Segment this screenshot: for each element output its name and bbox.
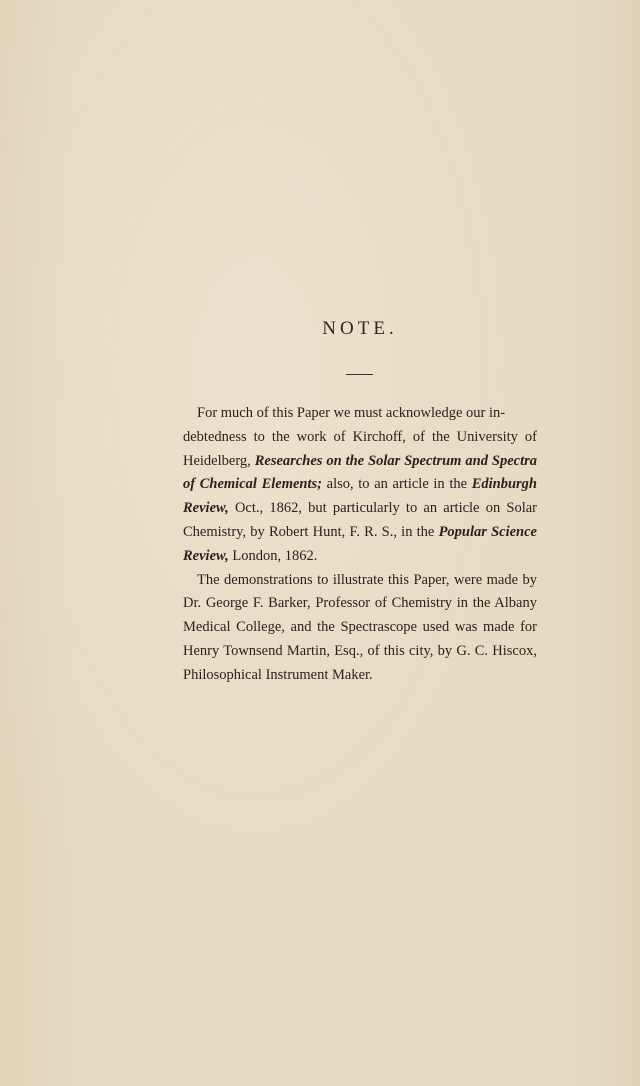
- citation-edinburgh-review: Edinburgh Review,: [183, 476, 537, 517]
- paragraph-1-text-4: London, 1862.: [228, 547, 318, 564]
- heading-rule: [346, 374, 373, 375]
- paragraph-2: The demonstrations to illustrate this Paper, were made by Dr. George F. Barker, Professor of Chemistry in the Albany Medical College, and the Spectrascope used was made for Henry Townsend Martin, Esq., of this city, by G. C. Hiscox, Philosophical Instrument Maker.: [183, 571, 537, 683]
- citation-kirchoff: Researches on the Solar Spectrum and Spectra of Chemical Elements;: [183, 452, 538, 493]
- paragraph-1-text-1: For much of this Paper we must acknowledge our in: [197, 405, 501, 421]
- paragraph-1-text-1b: debtedness to the work of Kirchoff, of the University of Heidelberg,: [183, 428, 537, 469]
- paragraph-1-text-2: also, to an article in the: [321, 476, 472, 493]
- paragraph-1: [183, 402, 537, 569]
- paragraph-1-text-3: Oct., 1862, but particularly to an article on Solar Chemistry, by Robert Hunt, F. R. S., in the: [183, 500, 537, 540]
- page-heading: NOTE.: [322, 318, 398, 339]
- hyphen-mark: -: [500, 405, 506, 421]
- citation-popular-science-review: Popular Science Review,: [183, 523, 537, 564]
- note-body: [183, 402, 537, 688]
